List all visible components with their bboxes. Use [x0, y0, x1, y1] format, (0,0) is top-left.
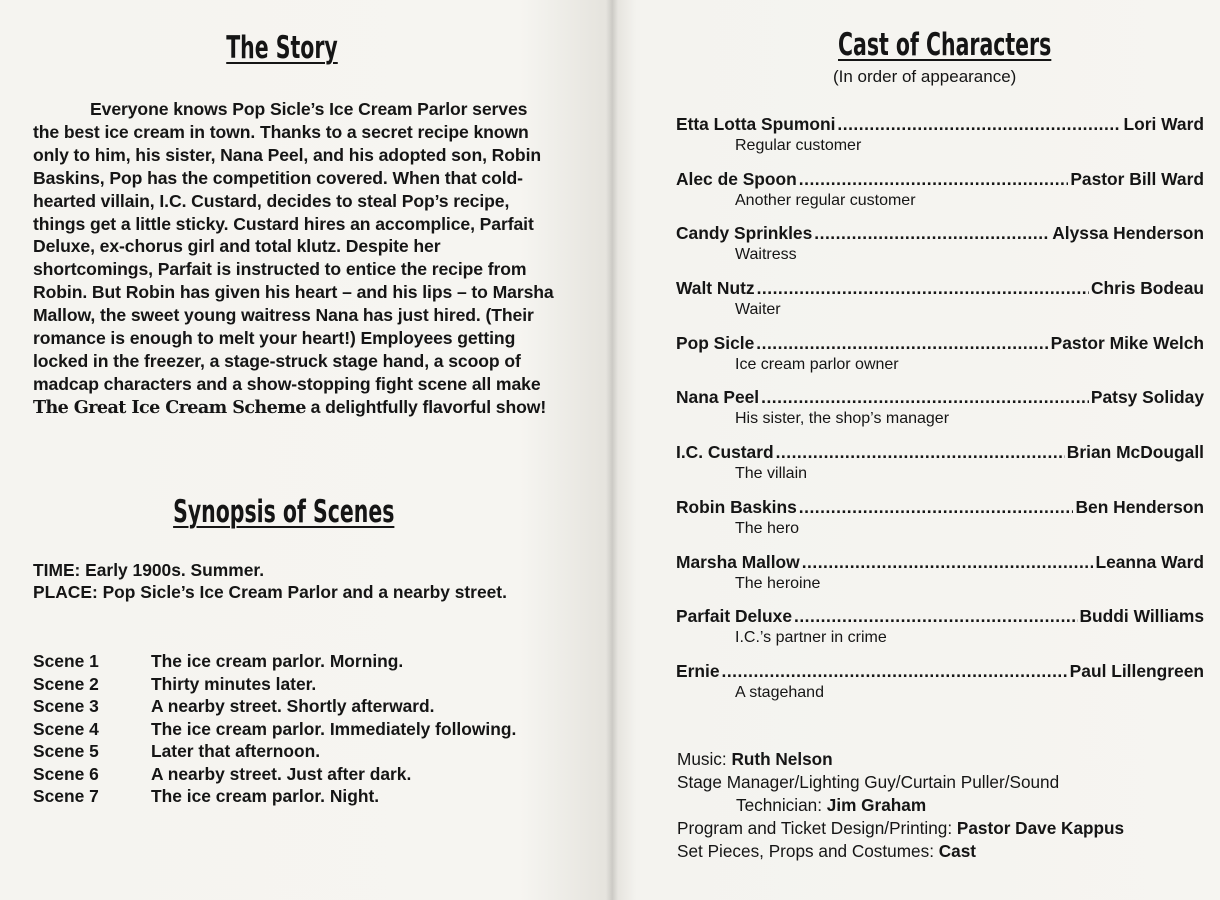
character-name: Candy Sprinkles [676, 223, 813, 244]
credit-stage-label: Stage Manager/Lighting Guy/Curtain Puller/Sound [677, 772, 1060, 792]
page-fold [606, 0, 618, 900]
character-description: Another regular customer [735, 191, 916, 209]
character-description: The hero [735, 519, 800, 537]
scene-row [33, 740, 573, 763]
scene-description: The ice cream parlor. Immediately following. [151, 718, 517, 739]
cast-member [676, 332, 1204, 387]
scene-row [33, 763, 573, 786]
cast-member [676, 113, 1204, 168]
cast-member [676, 496, 1204, 551]
dot-leader [722, 660, 1068, 682]
credits [677, 748, 1207, 863]
character-description: A stagehand [735, 683, 824, 701]
scene-list [33, 650, 573, 808]
credit-sets [677, 840, 1207, 863]
story-text-after: a delightfully flavorful show! [305, 396, 547, 417]
credit-music [677, 748, 1207, 771]
character-name: Alec de Spoon [676, 168, 797, 189]
dot-leader [799, 168, 1069, 190]
cast-member [676, 660, 1204, 715]
character-name: Robin Baskins [676, 496, 797, 517]
dot-leader [757, 277, 1089, 299]
cast-subtitle: (In order of appearance) [833, 67, 1017, 86]
credit-label: Program and Ticket Design/Printing: [677, 818, 957, 838]
credit-name: Jim Graham [826, 795, 927, 815]
character-description: Ice cream parlor owner [735, 355, 899, 373]
credit-label: Set Pieces, Props and Costumes: [677, 841, 939, 861]
character-name: Parfait Deluxe [676, 606, 792, 627]
credit-name: Pastor Dave Kappus [956, 818, 1125, 838]
dot-leader [756, 332, 1048, 354]
dot-leader [837, 113, 1121, 135]
character-name: Marsha Mallow [676, 551, 800, 572]
story-text-before: Everyone knows Pop Sicle’s Ice Cream Parlor serves the best ice cream in town. Thanks to a secret recipe known only to him, his sister, Nana Peel, and his adopted son, Robin Baskins, Pop has the competition covered. When that cold-hearted villain, I.C. Custard, decides to steal Pop’s recipe, things get a little sticky. Custard hires an accomplice, Parfait Deluxe, ex-chorus girl and total klutz. Despite her shortcomings, Parfait is instructed to entice the recipe from Robin. But Robin has given his heart – and his lips – to Marsha Mallow, the sweet young waitress Nana has just hired. (Their romance is enough to melt your heart!) Employees getting locked in the freezer, a stage-struck stage hand, a scoop of madcap characters and a show-stopping fight scene all make [33, 99, 554, 394]
synopsis-place: PLACE: Pop Sicle’s Ice Cream Parlor and a nearby street. [33, 582, 507, 602]
character-description: Waiter [735, 301, 781, 319]
scene-row [33, 650, 573, 673]
cast-member [676, 386, 1204, 441]
scene-label: Scene 7 [33, 786, 99, 806]
cast-member [676, 277, 1204, 332]
actor-name: Alyssa Henderson [1052, 223, 1204, 244]
dot-leader [802, 551, 1094, 573]
credit-label: Technician: [736, 795, 827, 815]
credit-stage [677, 794, 1207, 817]
scene-row [33, 718, 573, 741]
synopsis-time: TIME: Early 1900s. Summer. [33, 560, 265, 580]
actor-name: Paul Lillengreen [1069, 660, 1204, 681]
scene-description: A nearby street. Just after dark. [151, 763, 412, 784]
character-name: Walt Nutz [676, 278, 755, 299]
scene-label: Scene 2 [33, 673, 99, 694]
scene-label: Scene 5 [33, 741, 99, 761]
scene-description: The ice cream parlor. Morning. [151, 651, 404, 671]
character-description: The villain [735, 465, 808, 483]
cast-title: Cast of Characters [838, 27, 1052, 63]
credit-label: Music: [677, 749, 732, 769]
cast-member [676, 222, 1204, 277]
scene-row [33, 785, 573, 808]
dot-leader [799, 496, 1074, 518]
actor-name: Pastor Bill Ward [1070, 168, 1204, 189]
scene-description: Later that afternoon. [151, 741, 321, 761]
cast-list [676, 113, 1204, 715]
story-paragraph [33, 98, 558, 420]
cast-member [676, 168, 1204, 223]
character-description: I.C.’s partner in crime [735, 629, 887, 647]
scene-label: Scene 4 [33, 718, 99, 739]
actor-name: Chris Bodeau [1090, 278, 1204, 299]
scene-label: Scene 1 [33, 651, 99, 671]
credit-name: Ruth Nelson [731, 749, 833, 769]
dot-leader [814, 222, 1050, 244]
play-name: The Great Ice Cream Scheme [33, 396, 306, 418]
cast-member [676, 551, 1204, 606]
actor-name: Buddi Williams [1079, 606, 1204, 627]
scene-description: Thirty minutes later. [151, 673, 317, 694]
synopsis-title: Synopsis of Scenes [173, 494, 395, 530]
character-description: Waitress [735, 246, 797, 264]
character-description: The heroine [735, 574, 821, 592]
cast-member [676, 605, 1204, 660]
scene-row [33, 695, 573, 718]
actor-name: Brian McDougall [1066, 442, 1204, 463]
dot-leader [761, 386, 1089, 408]
scene-row [33, 673, 573, 696]
character-description: Regular customer [735, 137, 862, 154]
character-name: Ernie [676, 660, 720, 681]
character-name: Pop Sicle [676, 332, 755, 353]
actor-name: Ben Henderson [1075, 496, 1204, 517]
character-description: His sister, the shop’s manager [735, 410, 950, 428]
scene-description: The ice cream parlor. Night. [151, 786, 380, 806]
actor-name: Patsy Soliday [1090, 387, 1204, 408]
credit-program [677, 817, 1207, 840]
character-name: Nana Peel [676, 387, 760, 408]
scene-label: Scene 3 [33, 696, 99, 716]
cast-member [676, 441, 1204, 496]
character-name: Etta Lotta Spumoni [676, 114, 836, 134]
scene-label: Scene 6 [33, 763, 99, 784]
credit-name: Cast [938, 841, 977, 861]
actor-name: Pastor Mike Welch [1050, 332, 1204, 353]
scene-description: A nearby street. Shortly afterward. [151, 696, 435, 716]
character-name: I.C. Custard [676, 442, 774, 463]
dot-leader [776, 441, 1065, 463]
story-title: The Story [226, 30, 338, 66]
actor-name: Leanna Ward [1095, 551, 1204, 572]
dot-leader [794, 605, 1078, 627]
actor-name: Lori Ward [1123, 114, 1204, 134]
